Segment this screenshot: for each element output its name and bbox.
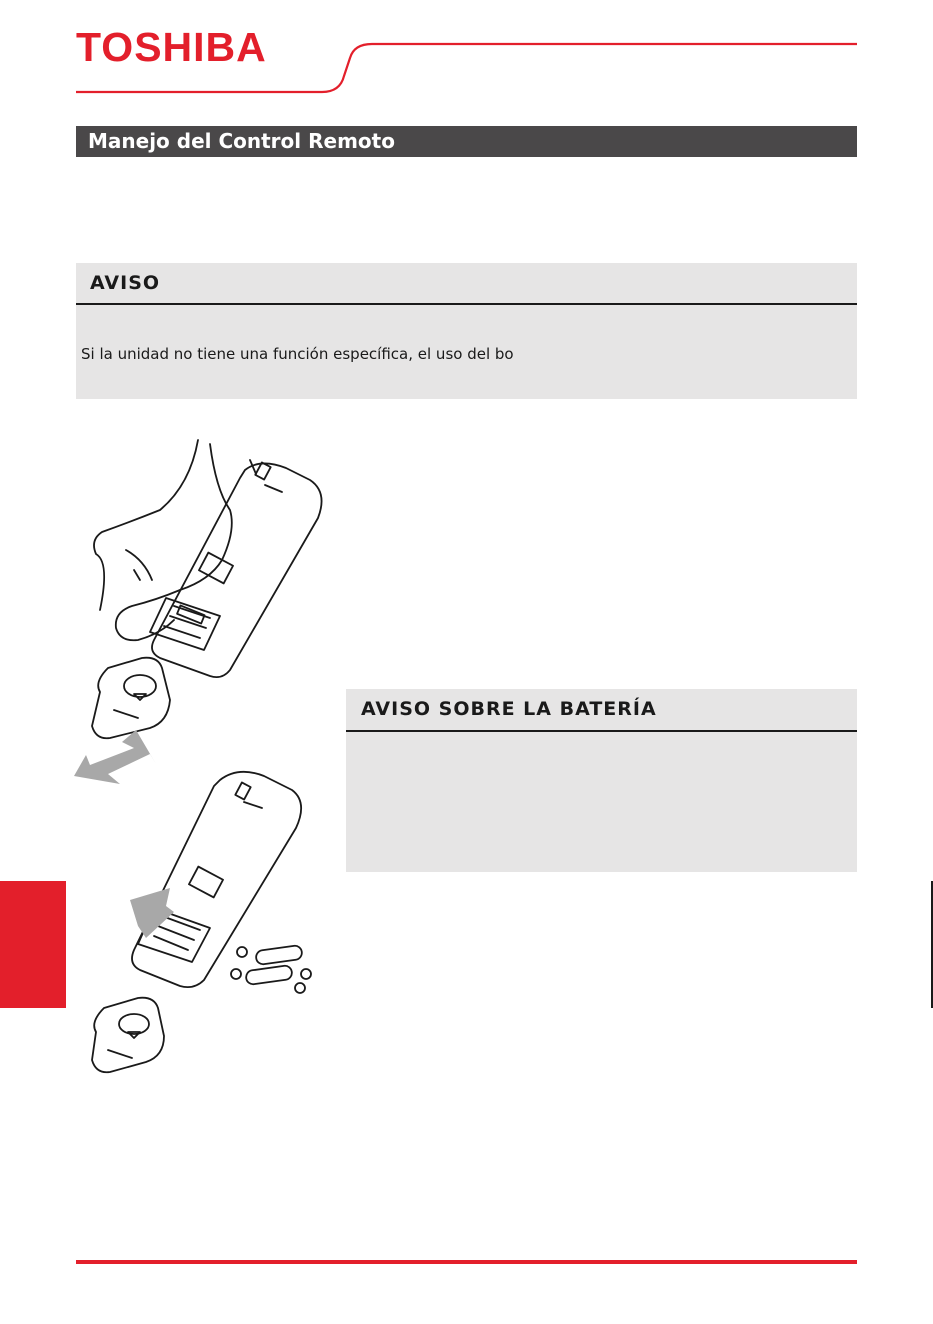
battery-notice-header: [346, 689, 857, 732]
remote-battery-illustration: [60, 430, 340, 1090]
battery-notice-box: [346, 689, 857, 872]
notice-title: AVISO: [90, 272, 161, 294]
notice-header: [76, 263, 857, 305]
notice-box: [76, 263, 857, 399]
footer-line: [76, 1260, 857, 1264]
section-header: [76, 126, 857, 157]
section-title: Manejo del Control Remoto: [88, 129, 395, 153]
battery-notice-title: AVISO SOBRE LA BATERÍA: [361, 698, 657, 720]
toshiba-logo: TOSHIBA: [76, 24, 267, 70]
chapter-side-tab: [0, 881, 66, 1008]
notice-text: Si la unidad no tiene una función específica, el uso del bo: [81, 345, 514, 363]
